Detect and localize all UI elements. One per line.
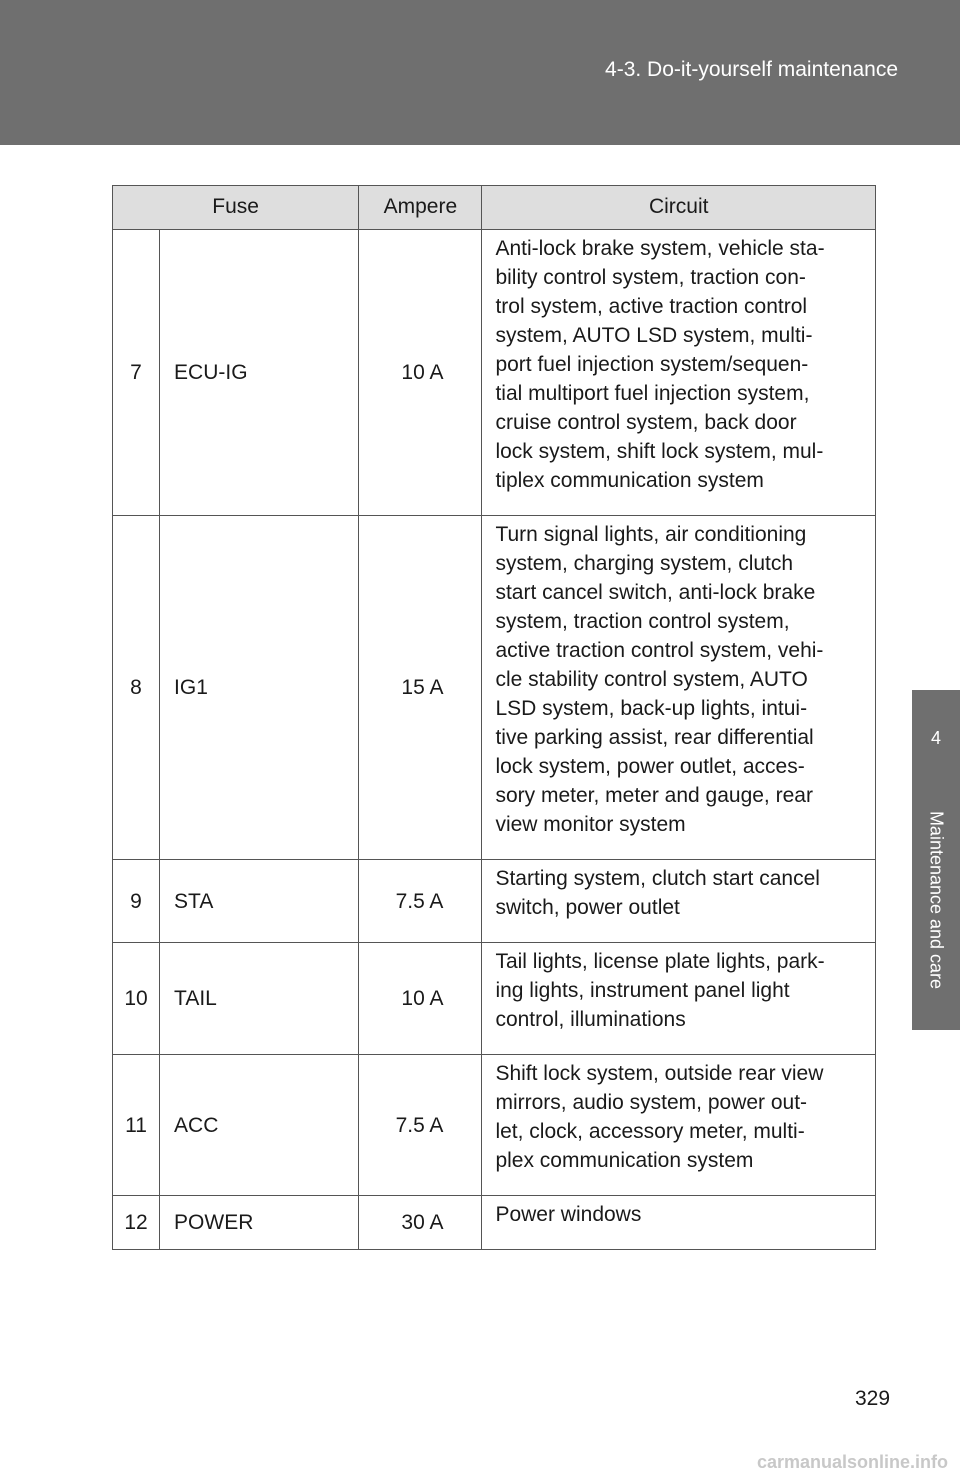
circuit-line: Power windows bbox=[495, 1203, 642, 1226]
circuit-line: tive parking assist, rear differential bbox=[495, 726, 814, 749]
fuse-ampere: 10 A bbox=[359, 230, 482, 516]
circuit-line: cruise control system, back door bbox=[495, 411, 797, 434]
circuit-line: lock system, shift lock system, mul- bbox=[495, 440, 824, 463]
header-ampere: Ampere bbox=[359, 186, 482, 230]
circuit-line: lock system, power outlet, acces- bbox=[495, 755, 805, 778]
table-header-row bbox=[113, 186, 876, 230]
chapter-number: 4 bbox=[930, 728, 941, 748]
page-number: 329 bbox=[855, 1387, 891, 1410]
fuse-number: 10 bbox=[113, 943, 160, 1055]
fuse-circuit bbox=[482, 943, 876, 1055]
circuit-line: system, traction control system, bbox=[495, 610, 790, 633]
circuit-line: Tail lights, license plate lights, park- bbox=[495, 950, 825, 973]
fuse-name: ACC bbox=[160, 1055, 359, 1196]
circuit-line: cle stability control system, AUTO bbox=[495, 668, 808, 691]
fuse-number: 8 bbox=[113, 516, 160, 860]
table-row bbox=[113, 516, 876, 860]
fuse-circuit bbox=[482, 1196, 876, 1250]
fuse-name: ECU-IG bbox=[160, 230, 359, 516]
fuse-name: STA bbox=[160, 860, 359, 943]
circuit-line: Turn signal lights, air conditioning bbox=[495, 523, 807, 546]
table-body bbox=[113, 230, 876, 1250]
table-row bbox=[113, 1196, 876, 1250]
circuit-line: trol system, active traction control bbox=[495, 295, 808, 318]
circuit-line: Anti-lock brake system, vehicle sta- bbox=[495, 237, 825, 260]
fuse-circuit bbox=[482, 860, 876, 943]
circuit-line: start cancel switch, anti-lock brake bbox=[495, 581, 816, 604]
circuit-line: ing lights, instrument panel light bbox=[495, 979, 790, 1002]
circuit-line: let, clock, accessory meter, multi- bbox=[495, 1120, 805, 1143]
circuit-line: system, charging system, clutch bbox=[495, 552, 794, 575]
table-row bbox=[113, 1055, 876, 1196]
fuse-name: IG1 bbox=[160, 516, 359, 860]
fuse-number: 12 bbox=[113, 1196, 160, 1250]
header-fuse: Fuse bbox=[113, 186, 359, 230]
circuit-line: tial multiport fuel injection system, bbox=[495, 382, 810, 405]
fuse-ampere: 7.5 A bbox=[359, 1055, 482, 1196]
circuit-line: active traction control system, vehi- bbox=[495, 639, 824, 662]
fuse-number: 7 bbox=[113, 230, 160, 516]
circuit-line: Starting system, clutch start cancel bbox=[495, 867, 820, 890]
circuit-line: plex communication system bbox=[495, 1149, 754, 1172]
fuse-circuit bbox=[482, 516, 876, 860]
circuit-line: LSD system, back-up lights, intui- bbox=[495, 697, 808, 720]
circuit-line: switch, power outlet bbox=[495, 896, 680, 919]
fuse-name: TAIL bbox=[160, 943, 359, 1055]
header-circuit: Circuit bbox=[482, 186, 876, 230]
watermark: carmanualsonline.info bbox=[756, 1452, 948, 1472]
fuse-name: POWER bbox=[160, 1196, 359, 1250]
fuse-number: 9 bbox=[113, 860, 160, 943]
fuse-number: 11 bbox=[113, 1055, 160, 1196]
table-row bbox=[113, 230, 876, 516]
chapter-label: Maintenance and care bbox=[926, 810, 947, 990]
circuit-line: control, illuminations bbox=[495, 1008, 686, 1031]
fuse-ampere: 30 A bbox=[359, 1196, 482, 1250]
header-band bbox=[0, 0, 960, 145]
circuit-line: sory meter, meter and gauge, rear bbox=[495, 784, 813, 807]
circuit-line: bility control system, traction con- bbox=[495, 266, 806, 289]
fuse-ampere: 15 A bbox=[359, 516, 482, 860]
circuit-line: tiplex communication system bbox=[495, 469, 764, 492]
fuse-ampere: 10 A bbox=[359, 943, 482, 1055]
circuit-line: Shift lock system, outside rear view bbox=[495, 1062, 824, 1085]
table-row bbox=[113, 943, 876, 1055]
section-title: 4-3. Do-it-yourself maintenance bbox=[605, 58, 898, 81]
circuit-line: port fuel injection system/sequen- bbox=[495, 353, 809, 376]
table-row bbox=[113, 860, 876, 943]
chapter-tab bbox=[912, 690, 960, 1030]
circuit-line: system, AUTO LSD system, multi- bbox=[495, 324, 813, 347]
circuit-line: mirrors, audio system, power out- bbox=[495, 1091, 808, 1114]
circuit-line: view monitor system bbox=[495, 813, 686, 836]
fuse-ampere: 7.5 A bbox=[359, 860, 482, 943]
fuse-circuit bbox=[482, 1055, 876, 1196]
fuse-circuit bbox=[482, 230, 876, 516]
fuse-table bbox=[112, 185, 876, 1250]
